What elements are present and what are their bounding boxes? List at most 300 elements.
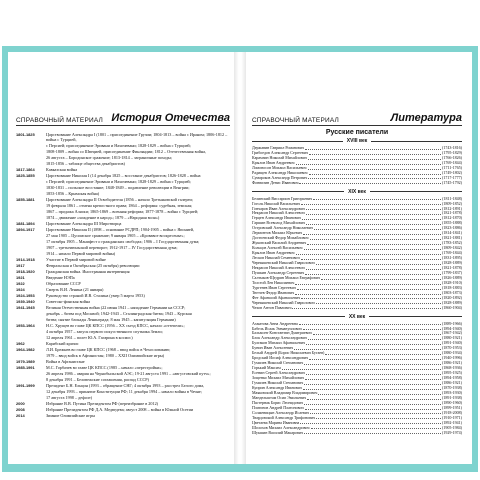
timeline-row xyxy=(16,221,230,226)
timeline-event: Царствование Николая I (14 декабря 1825 – восстание декабристов; 1826-1828 – война xyxy=(46,173,201,179)
timeline-year: 1979-1989 xyxy=(16,358,35,364)
timeline-row xyxy=(16,389,230,394)
writer-years: (1910-1971) xyxy=(442,414,462,420)
writer-years: (1766-1826) xyxy=(442,154,462,160)
timeline-event: Руководство страной И.В. Сталина (умер 5 марта 1953) xyxy=(46,292,145,298)
dot-leader xyxy=(306,341,441,345)
writer-years: (1811-1848) xyxy=(442,195,462,201)
timeline-event: 1830-1831 – польское восстание; 1848-1849 – подавление революции в Венгрии; xyxy=(46,185,190,191)
dot-leader xyxy=(311,426,442,430)
writer-name: Гумилев Николай Степанович xyxy=(252,379,304,385)
dot-leader xyxy=(307,396,441,400)
writer-years: (1711-1765) xyxy=(442,164,462,170)
writer-name: Пастернак Борис Леонидович xyxy=(252,399,303,405)
cover-edge-right xyxy=(472,46,478,472)
timeline-row xyxy=(16,365,230,370)
timeline-event: 4 октября 1957 – запуск первого искусственного спутника Земли; xyxy=(46,328,163,334)
writer-name: Маяковский Владимир Владимирович xyxy=(252,389,318,395)
writer-name: Куприн Александр Иванович xyxy=(252,384,302,390)
writer-name: Радищев Александр Николаевич xyxy=(252,169,308,175)
timeline-year: 2000 xyxy=(16,400,25,406)
century-heading xyxy=(252,189,462,195)
writer-name: Цветаева Марина Ивановна xyxy=(252,419,300,425)
timeline-year: 1924 xyxy=(16,286,25,292)
timeline-year: 1922 xyxy=(16,280,25,286)
writer-name: Крылов Иван Андреевич xyxy=(252,250,295,256)
writer-years: (1812-1870) xyxy=(442,215,462,221)
timeline-row xyxy=(16,329,230,334)
timeline-row xyxy=(16,185,230,190)
writer-years: (1821-1881) xyxy=(442,235,462,241)
writer-years: (1826-1889) xyxy=(442,274,462,280)
timeline-row xyxy=(16,299,230,304)
timeline-year xyxy=(16,179,46,184)
writer-years: (1886-1921) xyxy=(442,379,462,385)
timeline-year: 1939-1940 xyxy=(16,298,35,304)
writer-name: Гоголь Николай Васильевич xyxy=(252,200,300,206)
writer-name: Лермонтов Михаил Юрьевич xyxy=(252,230,302,236)
writer-name: Толстой Лев Николаевич xyxy=(252,279,295,285)
writer-name: Жуковский Василий Андреевич xyxy=(252,240,307,246)
timeline-row xyxy=(16,149,230,154)
timeline-row xyxy=(16,413,230,418)
timeline-event: Царствование Александра II Освободителя (1856 – начало Третьяковской галереи; xyxy=(46,197,193,203)
timeline-year: 2014 xyxy=(16,412,25,418)
writer-name: Булгаков Михаил Афанасьевич xyxy=(252,340,306,346)
timeline-event: с Персией; присоединение Эривани и Нахичевани; 1828-1829 – война с Турцией; xyxy=(46,179,191,185)
header-label: СПРАВОЧНЫЙ МАТЕРИАЛ xyxy=(252,117,339,124)
timeline-year: 1964-1982 xyxy=(16,346,35,352)
timeline-event: 26 апреля 1986 – авария на Чернобыльской АЭС; 19-21 августа 1991 – «августовский путч»; xyxy=(46,370,211,376)
dot-leader xyxy=(304,361,441,365)
writer-years: (1870-1953) xyxy=(442,345,462,351)
section-subtitle: Русские писатели xyxy=(325,129,389,136)
writers-list xyxy=(252,138,462,435)
timeline-year: 1894-1917 xyxy=(16,227,35,233)
writer-years: (1894-1958) xyxy=(442,375,462,381)
timeline-year xyxy=(16,209,46,214)
page-title: Литература xyxy=(390,112,462,124)
timeline-row xyxy=(16,359,230,364)
dot-leader xyxy=(305,376,441,380)
literature-page xyxy=(246,52,472,464)
writer-years: (1717-1777) xyxy=(442,174,462,180)
dot-leader xyxy=(307,241,441,245)
timeline-year xyxy=(16,203,46,208)
dot-leader xyxy=(306,371,441,375)
timeline-row xyxy=(16,311,230,316)
century-label: XIX век xyxy=(348,188,366,195)
writer-name: Платонов Андрей Платонович xyxy=(252,404,304,410)
dot-leader xyxy=(316,416,441,420)
writer-name: Бабель Исаак Эммануилович xyxy=(252,325,302,331)
timeline-year xyxy=(16,371,46,376)
timeline-row xyxy=(16,239,230,244)
page-title: История Отечества xyxy=(111,112,230,124)
dot-leader xyxy=(308,156,441,160)
writer-name: Зощенко Михаил Михайлович xyxy=(252,375,304,381)
timeline-event: 1808-1809 – война со Швецией, присоединение Финляндии; 1812 – Отечественная война, xyxy=(46,149,207,155)
writer-name: Чернышевский Николай Гаврилович xyxy=(252,260,315,266)
timeline-year xyxy=(16,317,46,322)
dot-leader xyxy=(282,366,441,370)
timeline-row xyxy=(16,215,230,220)
writer-row xyxy=(252,431,462,436)
timeline-row xyxy=(16,173,230,178)
timeline-event: 12 апреля 1961 – полет Ю.А. Гагарина в космос) xyxy=(46,334,133,340)
timeline-row xyxy=(16,407,230,412)
writer-name: Шолохов Михаил Александрович xyxy=(252,424,310,430)
timeline-row xyxy=(16,155,230,160)
writer-years: (1940-1996) xyxy=(442,355,462,361)
writer-name: Гаршин Всеволод Михайлович xyxy=(252,220,305,226)
timeline-event: 1874 – движение «хождение в народ»; 1879 – «Народная воля») xyxy=(46,215,160,221)
writer-name: Сумароков Александр Петрович xyxy=(252,174,308,180)
dot-leader xyxy=(318,391,441,395)
writer-name: Лесков Николай Семенович xyxy=(252,255,300,261)
timeline-event: М.С. Горбачев во главе ЦК КПСС (1985 – начало «перестройки»; xyxy=(46,364,163,370)
timeline-year: 1817-1864 xyxy=(16,167,35,173)
dot-leader xyxy=(301,296,441,300)
writer-years: (1749-1802) xyxy=(442,169,462,175)
timeline-event: Введение НЭПа xyxy=(46,274,75,280)
dot-leader xyxy=(300,421,441,425)
divider xyxy=(371,141,462,142)
dot-leader xyxy=(292,306,441,310)
writer-name: Мандельштам Осип Эмильевич xyxy=(252,394,307,400)
dot-leader xyxy=(304,431,441,435)
timeline-year xyxy=(16,185,46,190)
timeline-row xyxy=(16,401,230,406)
writer-name: Тургенев Иван Сергеевич xyxy=(252,284,296,290)
writer-name: Пушкин Александр Сергеевич xyxy=(252,269,305,275)
timeline-event: 17 августа 1998 – дефолт) xyxy=(46,394,93,400)
timeline-row xyxy=(16,335,230,340)
writer-years: (1880-1934) xyxy=(442,350,462,356)
timeline-event: 17 октября 1905 – Манифест о гражданских свободах; 1906 – I Государственная дума; xyxy=(46,239,200,245)
dot-leader xyxy=(296,161,441,165)
timeline-row xyxy=(16,323,230,328)
divider xyxy=(369,316,462,317)
dot-leader xyxy=(313,197,441,201)
writer-years: (1795-1829) xyxy=(442,149,462,155)
timeline-event: Война в Афганистане xyxy=(46,358,85,364)
timeline-row xyxy=(16,347,230,352)
dot-leader xyxy=(305,271,441,275)
book-spine xyxy=(234,52,246,464)
timeline-row xyxy=(16,377,230,382)
timeline-year: 1991-1999 xyxy=(16,382,35,388)
timeline-row xyxy=(16,161,230,166)
timeline-event: 27 мая 1905 – Цусимское сражение; 9 января 1905 – «Кровавое воскресенье»; xyxy=(46,233,185,239)
timeline-event: 1815-1856 – таблице общества декабристов) xyxy=(46,161,125,167)
timeline-row xyxy=(16,132,230,143)
divider xyxy=(252,316,345,317)
timeline-event: Царствование Александра III Миротворца xyxy=(46,221,122,227)
timeline-row xyxy=(16,305,230,310)
writer-name: Твардовский Александр Трифонович xyxy=(252,414,316,420)
writer-name: Некрасов Николай Алексеевич xyxy=(252,264,305,270)
timeline-row xyxy=(16,383,230,388)
timeline-event: 1867 – продажа Аляски; 1865-1869 – военная реформа; 1877-1878 – война с Турцией; xyxy=(46,209,199,215)
dot-leader xyxy=(310,236,441,240)
writer-name: Гумилев Николай Степанович xyxy=(252,360,304,366)
writer-years: (1892-1941) xyxy=(442,419,462,425)
writer-years: (1812-1891) xyxy=(442,205,462,211)
timeline-event: с Персией; присоединение Эривани и Нахичевани; 1828-1829 – война с Турцией; xyxy=(46,143,191,149)
century-group xyxy=(252,189,462,311)
writer-name: Державин Гавриил Романович xyxy=(252,145,304,150)
dot-leader xyxy=(314,226,441,230)
writer-years: (1894-1940) xyxy=(442,325,462,331)
timeline-row xyxy=(16,251,230,256)
timeline-event: 8 декабря 1991 – Беловежские соглашения, распад СССР) xyxy=(46,376,150,382)
timeline-event: 1907 – третьеиюньский переворот; 1912-1917 – IV Государственная дума; xyxy=(46,245,178,251)
timeline-year xyxy=(16,353,46,358)
writer-years: (1828-1889) xyxy=(442,299,462,305)
timeline-year: 1855-1881 xyxy=(16,197,35,203)
writer-name: Карамзин Николай Михайлович xyxy=(252,154,307,160)
timeline-row xyxy=(16,227,230,232)
century-group xyxy=(252,314,462,436)
writer-years: (1820-1892) xyxy=(442,294,462,300)
timeline-event: битва; снятие блокады Ленинграда; 8 мая 1945 – капитуляция Германии) xyxy=(46,316,176,322)
writer-years: (1814-1841) xyxy=(442,230,462,236)
writer-years: (1821-1878) xyxy=(442,210,462,216)
timeline-year xyxy=(16,335,46,340)
dot-leader xyxy=(305,146,441,150)
dot-leader xyxy=(309,356,441,360)
timeline-row xyxy=(16,281,230,286)
divider xyxy=(370,191,462,192)
writer-row xyxy=(252,306,462,311)
writer-years: (1823-1886) xyxy=(442,225,462,231)
dot-leader xyxy=(310,411,441,415)
writer-years: (1831-1895) xyxy=(442,255,462,261)
timeline-row xyxy=(16,209,230,214)
writer-years: (1809-1842) xyxy=(442,245,462,251)
timeline-row xyxy=(16,179,230,184)
dot-leader xyxy=(301,256,441,260)
timeline-year xyxy=(16,191,46,196)
timeline-event: Образование СССР xyxy=(46,280,81,286)
timeline-event: 26 августа – Бородинское сражение; 1813-1814 – заграничные походы; xyxy=(46,155,172,161)
timeline-year xyxy=(16,161,46,166)
timeline-year xyxy=(16,329,46,334)
dot-leader xyxy=(321,276,441,280)
timeline-year: 1962 xyxy=(16,340,25,346)
writer-years: (1745-1792) xyxy=(442,179,462,185)
writer-name: Крылов Иван Андреевич xyxy=(252,159,295,165)
timeline-event: Л.И. Брежнев во главе ЦК КПСС (1968 – ввод войск в Чехословакию; xyxy=(46,346,171,352)
writer-name: Есенин Сергей Александрович xyxy=(252,370,305,376)
dot-leader xyxy=(306,266,441,270)
writer-row xyxy=(252,181,462,186)
writer-years: (1828-1910) xyxy=(442,279,462,285)
timeline-event: 1914 – начало Первой мировой войны) xyxy=(46,251,116,256)
dot-leader xyxy=(308,336,441,340)
dot-leader xyxy=(305,406,441,410)
timeline-row xyxy=(16,341,230,346)
writer-name: Солженицын Александр Исаевич xyxy=(252,409,309,415)
dot-leader xyxy=(306,221,441,225)
writer-name: Чехов Антон Павлович xyxy=(252,304,292,310)
dot-leader xyxy=(297,286,441,290)
writer-name: Бродский Иосиф Александрович xyxy=(252,355,309,361)
writer-years: (1890-1960) xyxy=(442,399,462,405)
writer-years: (1867-1942) xyxy=(442,330,462,336)
timeline-event: Гражданская война. Иностранная интервенция xyxy=(46,268,130,274)
dot-leader xyxy=(308,166,442,170)
writer-name: Салтыков-Щедрин Михаил Евграфович xyxy=(252,274,320,280)
timeline-event: 19 февраля 1861 – отмена крепостного права; 1864 – реформы: судебная, земская; xyxy=(46,203,193,209)
century-heading xyxy=(252,138,462,144)
timeline-year xyxy=(16,155,46,160)
timeline-row xyxy=(16,233,230,238)
century-label: XVIII век xyxy=(346,138,368,144)
timeline-year xyxy=(16,215,46,220)
header-label: СПРАВОЧНЫЙ МАТЕРИАЛ xyxy=(16,117,103,124)
writer-years: (1855-1888) xyxy=(442,220,462,226)
writer-name: Бальмонт Константин Дмитриевич xyxy=(252,330,312,336)
history-page xyxy=(8,52,234,464)
writer-years: (1821-1878) xyxy=(442,264,462,270)
timeline-event: Царствование Александра I (1801 – присоединение Грузии; 1804-1813 – война с Ираном; 1806-1812 – война с Турцией, xyxy=(46,132,228,143)
timeline-row xyxy=(16,263,230,268)
writer-name: Шукшин Василий Макарович xyxy=(252,429,304,435)
writer-years: (1870-1938) xyxy=(442,384,462,390)
timeline-year xyxy=(16,311,46,316)
dot-leader xyxy=(295,281,441,285)
timeline-event: Президент Б.Н. Ельцин (1993 – обращение СНГ; 4 октября 1993 – расстрел Белого дома, xyxy=(46,382,205,388)
timeline-event: Н.С. Хрущев во главе ЦК КПСС (1956 – XX съезд КПСС, начало «оттепели»; xyxy=(46,322,185,328)
writer-name: Белинский Виссарион Григорьевич xyxy=(252,195,313,201)
timeline-row xyxy=(16,143,230,148)
dot-leader xyxy=(295,291,441,295)
writer-years: (1893-1930) xyxy=(442,389,462,395)
dot-leader xyxy=(303,231,441,235)
writer-name: Герцен Александр Иванович xyxy=(252,215,301,221)
timeline-event: 1853-1856 – Крымская война) xyxy=(46,191,100,197)
timeline-row xyxy=(16,317,230,322)
dot-leader xyxy=(304,381,441,385)
timeline-row xyxy=(16,395,230,400)
dot-leader xyxy=(313,331,441,335)
dot-leader xyxy=(309,171,441,175)
timeline-year xyxy=(16,143,46,148)
dot-leader xyxy=(301,202,441,206)
timeline-row xyxy=(16,191,230,196)
dot-leader xyxy=(325,351,441,355)
history-timeline xyxy=(16,132,230,418)
writer-years: (1769-1844) xyxy=(442,250,462,256)
timeline-event: декабрь – битва под Москвой; 1942-1943 – Сталинградская битва; 1943 – Курская xyxy=(46,310,192,316)
history-header xyxy=(16,112,230,126)
timeline-event: Зимние Олимпийские игры xyxy=(46,412,96,418)
writer-years: (1860-1904) xyxy=(442,304,462,310)
timeline-year: 1924-1953 xyxy=(16,292,35,298)
divider xyxy=(252,191,344,192)
literature-header xyxy=(252,112,462,126)
writer-name: Горький Максим xyxy=(252,365,281,371)
writer-name: Фет Афанасий Афанасьевич xyxy=(252,294,301,300)
divider xyxy=(252,141,343,142)
dot-leader xyxy=(296,251,441,255)
writer-years: (1889-1966) xyxy=(442,320,462,326)
timeline-year: 1881-1894 xyxy=(16,221,35,227)
dot-leader xyxy=(309,151,441,155)
writer-name: Кольцов Алексей Васильевич xyxy=(252,245,303,251)
writer-name: Ломоносов Михаил Васильевич xyxy=(252,164,307,170)
timeline-row xyxy=(16,203,230,208)
writer-years: (1895-1925) xyxy=(442,370,462,376)
timeline-year: 2008 xyxy=(16,406,25,412)
dot-leader xyxy=(316,261,441,265)
timeline-event: Февральская и Октябрьская (25 октября) революции xyxy=(46,262,140,268)
writer-name: Гончаров Иван Александрович xyxy=(252,205,305,211)
century-heading xyxy=(252,314,462,320)
writer-name: Бунин Иван Алексеевич xyxy=(252,345,294,351)
timeline-year: 1917 xyxy=(16,262,25,268)
writer-years: (1828-1889) xyxy=(442,260,462,266)
writer-years: (1891-1940) xyxy=(442,340,462,346)
dot-leader xyxy=(304,246,441,250)
timeline-row xyxy=(16,167,230,172)
timeline-year: 1921 xyxy=(16,274,25,280)
timeline-year xyxy=(16,395,46,400)
writer-name: Некрасов Николай Алексеевич xyxy=(252,210,305,216)
writer-name: Достоевский Федор Михайлович xyxy=(252,235,309,241)
writer-name: Ахматова Анна Андреевна xyxy=(252,320,298,326)
dot-leader xyxy=(306,211,441,215)
writer-years: (1868-1936) xyxy=(442,365,462,371)
writer-name: Тютчев Федор Иванович xyxy=(252,289,295,295)
writer-years: (1769-1844) xyxy=(442,159,462,165)
writer-name: Островский Александр Николаевич xyxy=(252,225,313,231)
timeline-row xyxy=(16,257,230,262)
dot-leader xyxy=(302,216,441,220)
timeline-year: 1825-1855 xyxy=(16,173,35,179)
writer-years: (1809-1852) xyxy=(442,200,462,206)
writer-years: (1783-1852) xyxy=(442,240,462,246)
timeline-event: 1979 – ввод войск в Афганистан; 1980 – XXII Олимпийские игры) xyxy=(46,352,165,358)
timeline-event: Советско-финская война xyxy=(46,298,90,304)
dot-leader xyxy=(308,176,441,180)
timeline-year: 1914-1918 xyxy=(16,256,35,262)
writer-name: Белый Андрей (Борис Николаевич Бугаев) xyxy=(252,350,325,356)
dot-leader xyxy=(316,301,441,305)
writer-years: (1880-1921) xyxy=(442,335,462,341)
timeline-row xyxy=(16,245,230,250)
timeline-year xyxy=(16,233,46,238)
writer-years: (1929-1974) xyxy=(442,429,462,435)
century-group xyxy=(252,138,462,186)
dot-leader xyxy=(299,322,441,326)
timeline-year xyxy=(16,251,46,256)
timeline-year: 1953-1964 xyxy=(16,322,35,328)
century-label: XX век xyxy=(348,313,366,320)
writer-years: (1743-1816) xyxy=(442,145,462,150)
timeline-row xyxy=(16,371,230,376)
timeline-event: Кавказская война xyxy=(46,167,78,173)
timeline-row xyxy=(16,275,230,280)
timeline-event: Царствование Николая II (1898 – основание РСДРП; 1904-1905 – война с Японией, xyxy=(46,227,195,233)
writer-years: (1891-1938) xyxy=(442,394,462,400)
dot-leader xyxy=(304,401,441,405)
timeline-row xyxy=(16,197,230,202)
writer-years: (1886-1921) xyxy=(442,360,462,366)
writer-name: Чернышевский Николай Гаврилович xyxy=(252,299,315,305)
